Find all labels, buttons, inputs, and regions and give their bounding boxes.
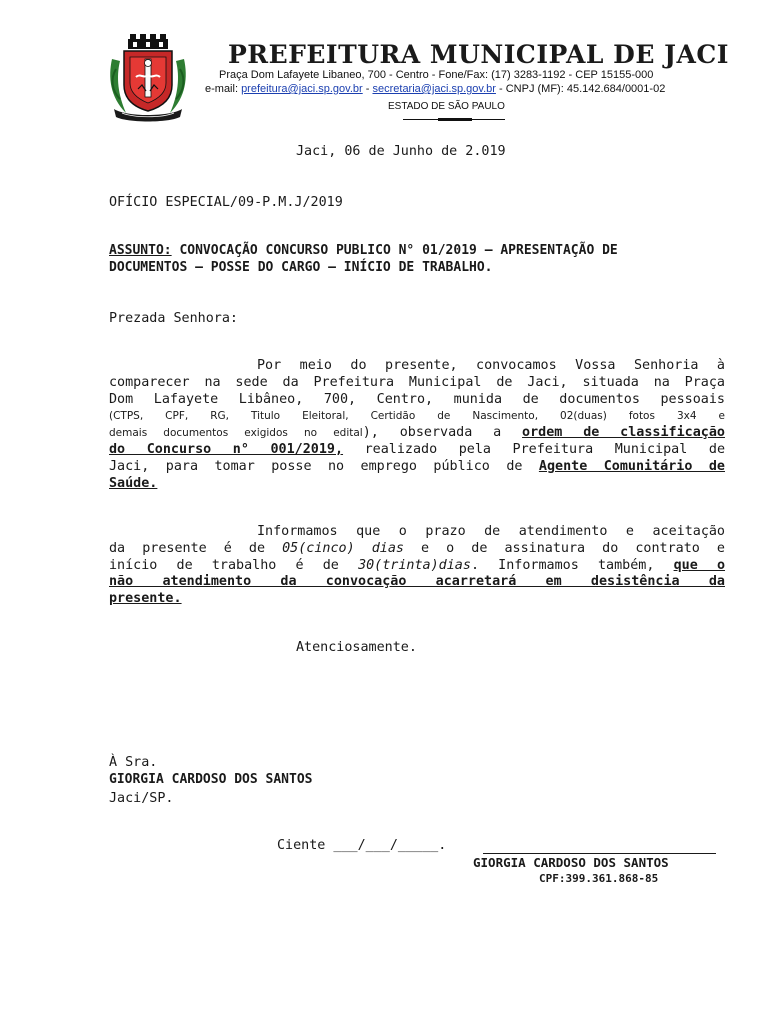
subject-line-2: DOCUMENTOS – POSSE DO CARGO – INÍCIO DE TRABALHO. (109, 260, 493, 275)
email-separator: - (362, 83, 373, 95)
email-link-prefeitura[interactable]: prefeitura@jaci.sp.gov.br (241, 83, 363, 95)
cnpj-text: - CNPJ (MF): 45.142.684/0001-02 (495, 83, 666, 95)
acknowledgement-date: Ciente ___/___/_____. (277, 838, 447, 853)
subject-line-1 (109, 243, 618, 258)
oficio-number: OFÍCIO ESPECIAL/09-P.M.J/2019 (109, 195, 343, 210)
recipient-name: GIORGIA CARDOSO DOS SANTOS (109, 772, 313, 787)
p2-deadline-intro: da presente é de (109, 540, 283, 556)
signature-cpf: CPF:399.361.868-85 (539, 872, 659, 885)
letterhead-title: PREFEITURA MUNICIPAL DE JACI (228, 40, 729, 69)
p2-start-intro: início de trabalho é de (109, 557, 359, 573)
signature-name: GIORGIA CARDOSO DOS SANTOS (473, 855, 669, 870)
p1-contest-emphasis: do Concurso n° 001/2019, (109, 441, 344, 457)
subject-label: ASSUNTO: (109, 243, 172, 258)
email-label: e-mail: (205, 83, 242, 95)
p1-line-1: Por meio do presente, convocamos Vossa Senhoria à (257, 358, 725, 373)
p2-warning-start: que o (673, 557, 726, 573)
subject-text-1: CONVOCAÇÃO CONCURSO PUBLICO N° 01/2019 – APRESENTAÇÃO DE (171, 243, 618, 258)
p1-classification-emphasis: ordem de classificação (522, 425, 725, 441)
letterhead-address: Praça Dom Lafayete Libaneo, 700 - Centro - Fone/Fax: (17) 3283-1192 - CEP 15155-000 (219, 69, 654, 81)
p1-line-4: (CTPS, CPF, RG, Titulo Eleitoral, Certidão de Nascimento, 02(duas) fotos 3x4 e (109, 410, 725, 423)
p1-line-7 (109, 459, 725, 476)
p2-contract: e o de assinatura do contrato e (403, 540, 725, 556)
letterhead-state: ESTADO DE SÃO PAULO (388, 101, 505, 112)
closing: Atenciosamente. (296, 640, 417, 655)
signature-line (483, 853, 716, 854)
paragraph-convocation (109, 358, 725, 492)
p2-start-days: 30(trinta)dias (358, 557, 471, 573)
p2-also: . Informamos também, (470, 557, 674, 573)
p2-line-5 (109, 591, 725, 608)
paragraph-deadline (109, 524, 725, 608)
letterhead-divider-accent (438, 118, 472, 121)
p1-job-emphasis-end: Saúde. (109, 475, 158, 491)
p1-line-3: Dom Lafayete Libâneo, 700, Centro, munida de documentos pessoais (109, 391, 725, 407)
p1-take-office: Jaci, para tomar posse no emprego público de (109, 458, 539, 474)
p2-line-3 (109, 558, 725, 575)
p2-line-1: Informamos que o prazo de atendimento e aceitação (257, 524, 725, 539)
p2-warning: não atendimento da convocação acarretará em desistência da (109, 574, 725, 590)
recipient-salutation: À Sra. (109, 755, 158, 770)
letterhead-contact (205, 83, 665, 95)
p1-observed: ), observada a (362, 425, 523, 441)
p2-warning-end: presente. (109, 591, 182, 607)
coat-of-arms-icon (106, 33, 190, 123)
p2-line-2 (109, 541, 725, 558)
p1-line-8 (109, 476, 725, 493)
p1-job-emphasis: Agente Comunitário de (538, 458, 725, 474)
p1-line-6 (109, 442, 725, 459)
p2-line-4 (109, 574, 725, 591)
email-link-secretaria[interactable]: secretaria@jaci.sp.gov.br (372, 83, 496, 95)
p1-realized: realizado pela Prefeitura Municipal de (343, 441, 726, 457)
salutation: Prezada Senhora: (109, 311, 238, 326)
letter-date: Jaci, 06 de Junho de 2.019 (296, 144, 506, 159)
p1-docs-note: demais documentos exigidos no edital (109, 427, 363, 440)
p1-line-5 (109, 425, 725, 442)
p1-line-2: comparecer na sede da Prefeitura Municipal de Jaci, situada na Praça (109, 374, 725, 390)
recipient-city: Jaci/SP. (109, 791, 174, 806)
p2-deadline-days: 05(cinco) dias (282, 540, 404, 556)
